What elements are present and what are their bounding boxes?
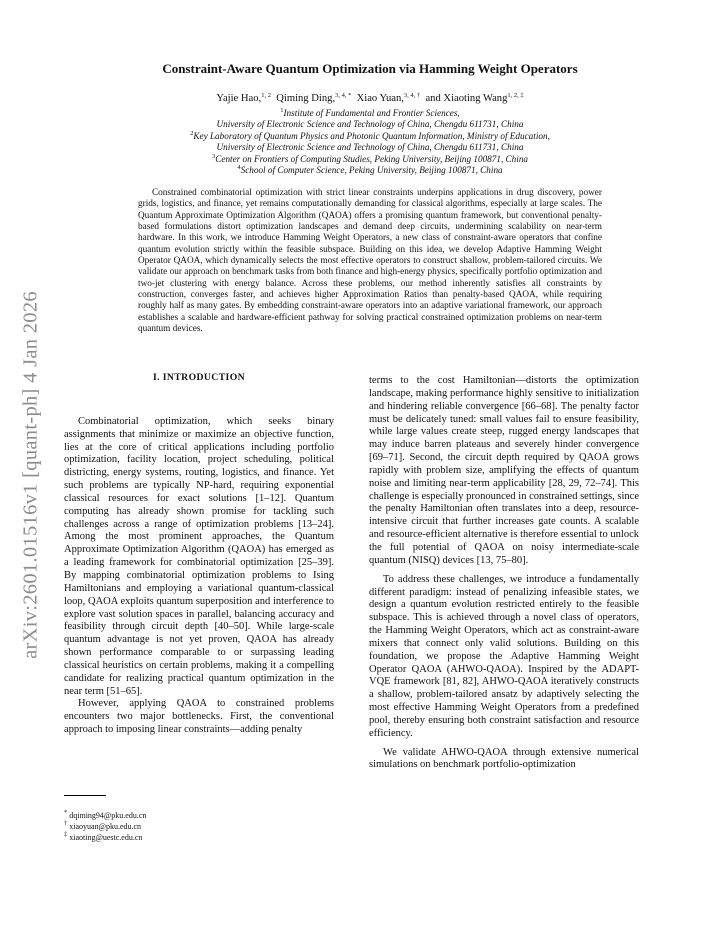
section-heading-introduction: I. INTRODUCTION	[152, 372, 246, 383]
body-paragraph: To address these challenges, we introduce a fundamentally different paradigm: instead of penalizing infeasible states, we design a quantum evolution restricted entirely to the feasible subspace. This is achieved through a novel class of operators, the Hamming Weight Operators, which act as constraint-aware mixers that connect only valid solutions. Building on this foundation, we propose the Adaptive Hamming Weight Operator QAOA (AHWO-QAOA). Inspired by the ADAPT-VQE framework [81, 82], AHWO-QAOA iteratively constructs a shallow, problem-tailored ansatz by adaptively selecting the most effective Hamming Weight Operators from a predefined pool, thereby ensuring both constraint satisfaction and resource efficiency.	[369, 573, 639, 739]
right-column	[369, 375, 639, 772]
body-paragraph: Combinatorial optimization, which seeks binary assignments that minimize or maximize an objective function, lies at the core of critical applications including portfolio optimization, facility location, project scheduling, political districting, energy systems, routing, logistics, and finance. Yet such problems are typically NP-hard, requiring exponential classical resources for exact solutions [1–12]. Quantum computing has already shown promise for tackling such challenges across a range of optimization problems [13–24]. Among the most prominent approaches, the Quantum Approximate Optimization Algorithm (QAOA) has emerged as a leading framework for combinatorial optimization [25–39]. By mapping combinatorial optimization problems to Ising Hamiltonians and employing a variational quantum-classical loop, QAOA exploits quantum superposition and interference to explore vast solution spaces in parallel, balancing accuracy and feasibility through circuit depth [40–50]. While large-scale quantum advantage is not yet proven, QAOA has already shown performance comparable to or surpassing leading classical heuristics on certain problems, making it a compelling candidate for realizing practical quantum optimization in the near term [51–65].	[64, 415, 334, 697]
author: Yajie Hao,$^{1, 2}$	[216, 92, 271, 104]
affiliation-line: $^3$Center on Frontiers of Computing Studies, Peking University, Beijing 100871, China	[211, 152, 529, 164]
abstract	[138, 188, 602, 335]
footnote: † xiaoyuan@pku.edu.cn	[64, 820, 142, 831]
author: Xiao Yuan,$^{3, 4, \dagger}$	[356, 92, 421, 104]
footnote-rule	[64, 795, 106, 796]
body-paragraph: We validate AHWO-QAOA through extensive numerical simulations on benchmark portfolio-optimization	[369, 746, 639, 771]
paper-title: Constraint-Aware Quantum Optimization via Hamming Weight Operators	[162, 61, 578, 76]
footnote: * dqiming94@pku.edu.cn	[64, 809, 147, 820]
footnote: ‡ xiaoting@uestc.edu.cn	[64, 831, 143, 842]
affiliation-line: $^1$Institute of Fundamental and Frontier Sciences,	[280, 107, 460, 118]
affiliation-line: University of Electronic Science and Technology of China, Chengdu 611731, China	[216, 142, 524, 153]
author: Qiming Ding,$^{3, 4, *}$	[276, 92, 352, 104]
left-column	[64, 372, 334, 737]
affiliations	[80, 108, 660, 176]
arxiv-identifier-sidebar	[14, 250, 48, 700]
footnotes	[64, 810, 146, 843]
arxiv-id: arXiv:2601.01516v1 [quant-ph] 4 Jan 2026	[19, 291, 42, 659]
author: and Xiaoting Wang$^{1, 2, \ddagger}$	[425, 92, 524, 104]
affiliation-line: $^4$School of Computer Science, Peking University, Beijing 100871, China	[237, 164, 503, 176]
body-paragraph: However, applying QAOA to constrained problems encounters two major bottlenecks. First, the conventional approach to imposing linear constraints—adding penalty	[64, 698, 334, 736]
affiliation-line: $^2$Key Laboratory of Quantum Physics and Photonic Quantum Information, Ministry of Education,	[190, 129, 550, 141]
affiliation-line: University of Electronic Science and Technology of China, Chengdu 611731, China	[216, 119, 524, 130]
author-list	[80, 93, 660, 104]
body-paragraph: terms to the cost Hamiltonian—distorts the optimization landscape, making performance highly sensitive to initialization and hindering reliable convergence [66–68]. The penalty factor must be delicately tuned: small values fail to ensure feasibility, while large values create steep, rugged energy landscapes that may induce barren plateaus and severely hinder convergence [69–71]. Second, the circuit depth required by QAOA grows rapidly with problem size, amplifying the effects of quantum noise and limiting near-term applicability [28, 29, 72–74]. This challenge is especially pronounced in constrained settings, since the penalty Hamiltonian often translates into a deep, resource-intensive circuit that further increases gate counts. A scalable and resource-efficient alternative is therefore essential to unlock the full potential of QAOA on noisy intermediate-scale quantum (NISQ) devices [13, 75–80].	[369, 375, 640, 566]
abstract-text: Constrained combinatorial optimization with strict linear constraints underpins applications in drug discovery, power grids, logistics, and finance, yet remains computationally demanding for classical algorithms, especially at large scales. The Quantum Approximate Optimization Algorithm (QAOA) offers a promising quantum framework, but conventional penalty-based formulations distort optimization landscapes and demand deep circuits, undermining scalability on near-term hardware. In this work, we introduce Hamming Weight Operators, a new class of constraint-aware operators that confine quantum evolution strictly within the feasible subspace. Building on this idea, we develop Adaptive Hamming Weight Operator QAOA, which dynamically selects the most effective operators to construct shallow, problem-tailored circuits. We validate our approach on benchmark tasks from both finance and high-energy physics, specifically portfolio optimization and two-jet clustering with energy balance. Across these problems, our method inherently satisfies all constraints by construction, converges faster, and achieves higher Approximation Ratios than penalty-based QAOA, while requiring roughly half as many gates. By embedding constraint-aware operators into an adaptive variational framework, our approach establishes a scalable and hardware-efficient pathway for solving practical constrained optimization problems on near-term quantum devices.	[138, 188, 602, 335]
